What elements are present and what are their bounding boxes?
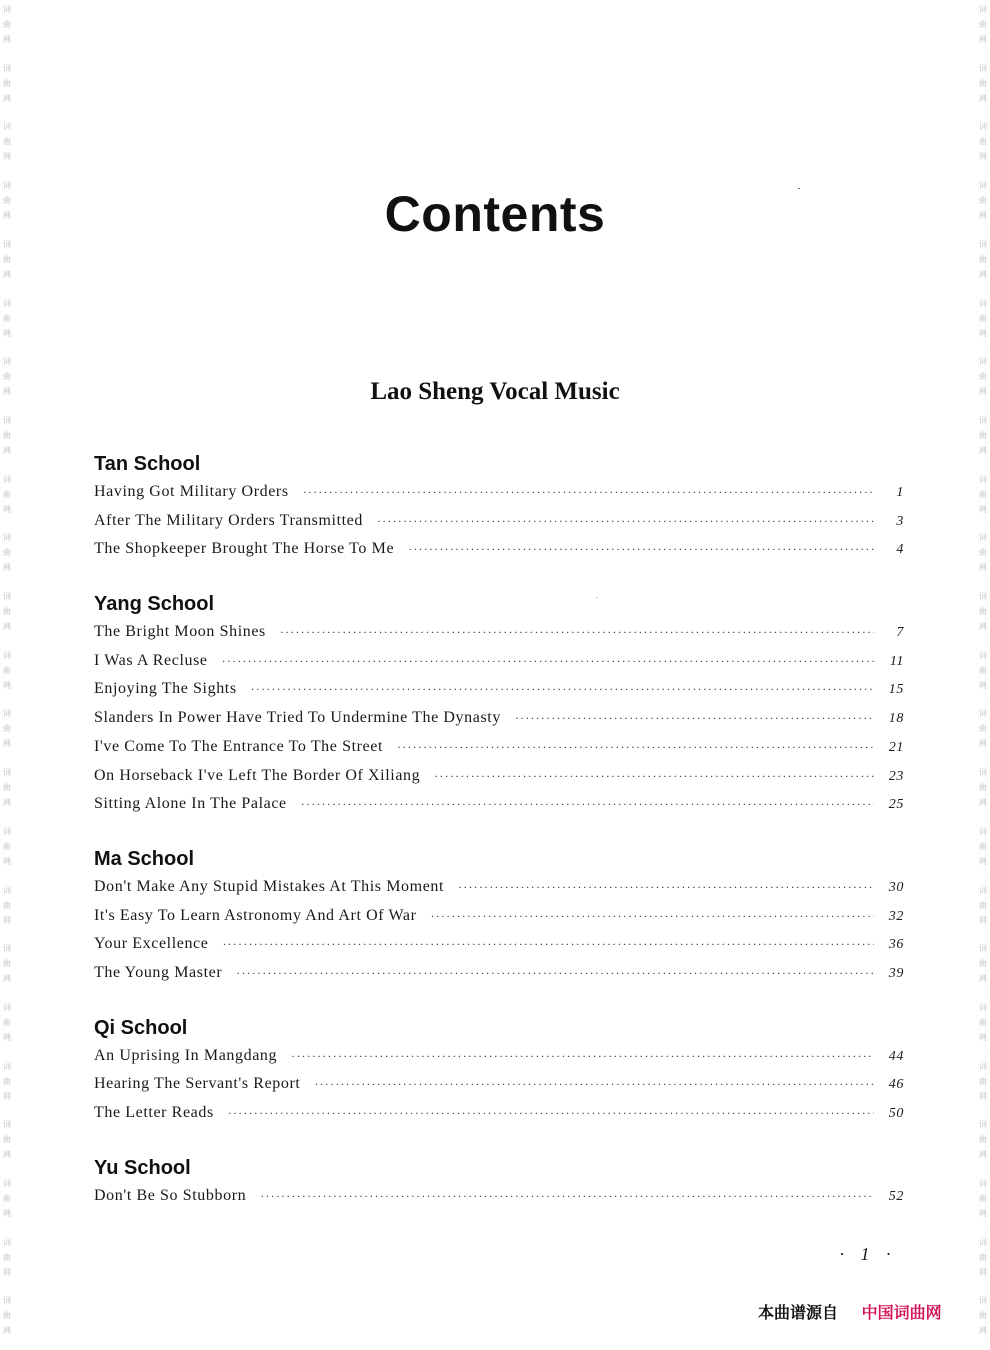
watermark-char: 曲 [3, 430, 11, 440]
watermark-char: 网 [3, 1150, 11, 1160]
toc-entry[interactable] [94, 507, 904, 536]
watermark-char: 网 [3, 739, 11, 749]
entry-page-number: 11 [889, 653, 904, 669]
toc-entry[interactable] [94, 733, 904, 762]
watermark-group [3, 294, 11, 353]
watermark-char: 网 [979, 1209, 987, 1219]
watermark-char: 词 [3, 533, 11, 543]
entry-title: Enjoying The Sights [94, 680, 237, 698]
watermark-char: 网 [3, 974, 11, 984]
watermark-char: 词 [979, 1120, 987, 1130]
watermark-char: 词 [3, 1002, 11, 1012]
watermark-char: 曲 [979, 1311, 987, 1321]
entry-page-number: 36 [888, 937, 904, 953]
watermark-char: 曲 [3, 900, 11, 910]
watermark-char: 网 [979, 1091, 987, 1101]
entry-title: Having Got Military Orders [94, 483, 289, 500]
dot-leader [397, 733, 874, 762]
watermark-group [3, 470, 11, 529]
watermark-char: 词 [979, 357, 987, 367]
watermark-char: 曲 [979, 1135, 987, 1145]
page-title: Contents [384, 186, 606, 242]
watermark-group [979, 1174, 987, 1233]
school-section [94, 845, 904, 988]
watermark-char: 曲 [979, 1252, 987, 1262]
scan-speck [798, 188, 800, 189]
watermark-group [979, 1115, 987, 1174]
watermark-char: 网 [3, 504, 11, 514]
watermark-char: 网 [3, 1267, 11, 1277]
dot-leader [431, 902, 874, 931]
watermark-char: 网 [3, 387, 11, 397]
watermark-char: 曲 [979, 783, 987, 793]
watermark-char: 曲 [3, 1252, 11, 1262]
toc-entry[interactable] [94, 647, 904, 676]
watermark-char: 网 [979, 328, 987, 338]
watermark-char: 曲 [3, 841, 11, 851]
watermark-group [3, 1233, 11, 1292]
watermark-group [3, 646, 11, 705]
watermark-group [979, 998, 987, 1057]
school-heading: Yang School [94, 593, 215, 616]
watermark-char: 曲 [3, 20, 11, 29]
watermark-char: 词 [979, 826, 987, 836]
watermark-char: 词 [3, 709, 11, 719]
scan-speck [596, 597, 598, 598]
watermark-group [3, 587, 11, 646]
school-section [94, 1014, 904, 1128]
school-heading: Qi School [94, 1016, 188, 1039]
watermark-char: 词 [3, 885, 11, 895]
entry-title: The Letter Reads [94, 1104, 214, 1121]
dot-leader [377, 507, 874, 536]
dot-leader [260, 1182, 874, 1211]
entry-page-number: 7 [896, 625, 904, 641]
toc-entry[interactable] [94, 675, 904, 704]
entry-page-number: 1 [896, 485, 904, 500]
toc-entry[interactable] [94, 902, 904, 931]
entry-page-number: 50 [888, 1106, 904, 1121]
watermark-char: 词 [979, 63, 987, 73]
watermark-char: 词 [979, 181, 987, 191]
watermark-char: 词 [3, 298, 11, 308]
watermark-char: 网 [979, 35, 987, 44]
watermark-char: 曲 [3, 489, 11, 499]
watermark-char: 曲 [3, 1135, 11, 1145]
entry-title: Your Excellence [94, 935, 209, 953]
watermark-group [979, 59, 987, 118]
toc-entry[interactable] [94, 618, 904, 647]
watermark-char: 词 [3, 181, 11, 191]
dot-leader [222, 647, 874, 676]
watermark-char: 曲 [979, 900, 987, 910]
watermark-char: 网 [979, 974, 987, 984]
watermark-char: 网 [979, 915, 987, 925]
entry-title: Don't Be So Stubborn [94, 1186, 247, 1204]
watermark-group [979, 1291, 987, 1350]
watermark-char: 曲 [979, 313, 987, 323]
watermark-char: 曲 [979, 959, 987, 969]
watermark-char: 词 [3, 1179, 11, 1189]
entry-page-number: 25 [888, 797, 904, 813]
toc-entry[interactable] [94, 535, 904, 564]
watermark-char: 网 [979, 445, 987, 455]
watermark-group [3, 117, 11, 176]
watermark-char: 词 [3, 768, 11, 778]
watermark-char: 网 [3, 152, 11, 162]
watermark-char: 网 [979, 387, 987, 397]
dot-leader [222, 930, 874, 959]
watermark-char: 曲 [979, 489, 987, 499]
watermark-char: 网 [3, 211, 11, 221]
watermark-group [979, 763, 987, 822]
toc-entry[interactable] [94, 478, 904, 507]
watermark-char: 曲 [979, 548, 987, 558]
watermark-char: 网 [979, 1032, 987, 1042]
watermark-group [979, 1233, 987, 1292]
section-subtitle: Lao Sheng Vocal Music [370, 378, 620, 405]
dot-leader [236, 959, 874, 988]
watermark-char: 词 [979, 122, 987, 132]
watermark-char: 曲 [3, 313, 11, 323]
table-of-contents [94, 450, 904, 1236]
watermark-char: 曲 [979, 196, 987, 206]
watermark-group [979, 411, 987, 470]
toc-entry[interactable] [94, 1070, 904, 1099]
watermark-group [3, 822, 11, 881]
watermark-char: 网 [3, 622, 11, 632]
entry-page-number: 46 [888, 1077, 904, 1093]
watermark-char: 网 [979, 680, 987, 690]
watermark-char: 词 [979, 533, 987, 543]
toc-entry[interactable] [94, 790, 904, 819]
watermark-char: 词 [979, 5, 987, 14]
watermark-char: 曲 [3, 1076, 11, 1086]
watermark-group [979, 822, 987, 881]
watermark-group [979, 470, 987, 529]
watermark-char: 网 [979, 798, 987, 808]
watermark-char: 曲 [979, 724, 987, 734]
source-label: 本曲谱源自 [758, 1303, 839, 1322]
watermark-group [979, 1057, 987, 1116]
watermark-char: 网 [3, 445, 11, 455]
dot-leader [408, 535, 874, 564]
watermark-char: 网 [3, 35, 11, 44]
watermark-char: 曲 [979, 1017, 987, 1027]
watermark-char: 网 [3, 328, 11, 338]
watermark-char: 网 [979, 622, 987, 632]
watermark-char: 词 [3, 592, 11, 602]
watermark-char: 网 [979, 93, 987, 103]
watermark-char: 曲 [3, 959, 11, 969]
watermark-char: 曲 [3, 196, 11, 206]
entry-title: After The Military Orders Transmitted [94, 511, 363, 529]
entry-page-number: 4 [896, 542, 904, 558]
toc-entry[interactable] [94, 1042, 904, 1071]
toc-entry[interactable] [94, 873, 904, 902]
watermark-char: 网 [979, 856, 987, 866]
dot-leader [434, 762, 874, 791]
watermark-char: 词 [3, 415, 11, 425]
watermark-group [979, 881, 987, 940]
toc-entry[interactable] [94, 1099, 904, 1128]
watermark-char: 曲 [979, 20, 987, 29]
entry-title: An Uprising In Mangdang [94, 1046, 278, 1064]
dot-leader [458, 873, 874, 902]
watermark-char: 词 [979, 298, 987, 308]
watermark-char: 词 [3, 357, 11, 367]
watermark-char: 网 [979, 1150, 987, 1160]
watermark-char: 词 [3, 5, 11, 14]
watermark-group [979, 117, 987, 176]
watermark-group [979, 704, 987, 763]
watermark-char: 网 [979, 563, 987, 573]
watermark-char: 曲 [3, 548, 11, 558]
watermark-char: 网 [979, 211, 987, 221]
entry-page-number: 32 [888, 908, 904, 924]
watermark-group [3, 1174, 11, 1233]
school-heading: Yu School [94, 1156, 191, 1179]
watermark-char: 词 [979, 885, 987, 895]
watermark-group [979, 587, 987, 646]
school-heading: Tan School [94, 453, 201, 475]
entry-page-number: 18 [888, 711, 904, 727]
dot-leader [251, 675, 874, 704]
watermark-char: 词 [3, 1120, 11, 1130]
watermark-char: 曲 [3, 1017, 11, 1027]
watermark-char: 词 [979, 1061, 987, 1071]
watermark-char: 网 [3, 680, 11, 690]
entry-page-number: 15 [888, 682, 904, 698]
watermark-char: 词 [3, 239, 11, 249]
dot-leader [303, 478, 874, 507]
entry-page-number: 44 [888, 1048, 904, 1064]
watermark-char: 曲 [979, 607, 987, 617]
toc-entry[interactable] [94, 704, 904, 733]
source-credit [758, 1300, 942, 1323]
watermark-char: 词 [3, 1296, 11, 1306]
watermark-char: 词 [979, 768, 987, 778]
dot-leader [228, 1099, 874, 1128]
watermark-char: 曲 [3, 724, 11, 734]
watermark-group [3, 939, 11, 998]
dot-leader [280, 618, 874, 647]
watermark-char: 网 [979, 269, 987, 279]
school-heading: Ma School [94, 847, 195, 870]
entry-title: On Horseback I've Left The Border Of Xiliang [94, 766, 421, 784]
watermark-char: 词 [3, 1061, 11, 1071]
watermark-char: 网 [3, 856, 11, 866]
entry-title: The Shopkeeper Brought The Horse To Me [94, 540, 395, 558]
watermark-char: 网 [3, 1326, 11, 1336]
watermark-group [3, 59, 11, 118]
school-section [94, 1154, 904, 1211]
watermark-group [3, 411, 11, 470]
watermark-char: 网 [3, 798, 11, 808]
watermark-group [979, 528, 987, 587]
watermark-char: 词 [979, 239, 987, 249]
watermark-char: 网 [3, 1209, 11, 1219]
watermark-char: 词 [979, 1296, 987, 1306]
watermark-char: 曲 [979, 841, 987, 851]
watermark-char: 网 [3, 93, 11, 103]
watermark-char: 词 [979, 474, 987, 484]
watermark-char: 词 [3, 474, 11, 484]
watermark-group [3, 763, 11, 822]
entry-title: Slanders In Power Have Tried To Undermine The Dynasty [94, 709, 501, 727]
watermark-char: 网 [3, 915, 11, 925]
watermark-char: 词 [3, 650, 11, 660]
watermark-char: 网 [979, 1326, 987, 1336]
watermark-char: 网 [3, 1091, 11, 1101]
watermark-char: 词 [3, 122, 11, 132]
watermark-char: 网 [3, 269, 11, 279]
watermark-char: 曲 [3, 783, 11, 793]
watermark-group [3, 881, 11, 940]
entry-title: Sitting Alone In The Palace [94, 795, 287, 813]
watermark-group [979, 294, 987, 353]
watermark-char: 词 [979, 415, 987, 425]
watermark-char: 词 [3, 63, 11, 73]
watermark-char: 曲 [3, 665, 11, 675]
watermark-char: 词 [979, 1179, 987, 1189]
watermark-group [3, 998, 11, 1057]
dot-leader [291, 1042, 874, 1071]
school-section [94, 450, 904, 564]
entry-title: Hearing The Servant's Report [94, 1075, 301, 1093]
school-section [94, 590, 904, 819]
watermark-group [3, 235, 11, 294]
source-site-link[interactable]: 中国词曲网 [861, 1303, 942, 1322]
entry-page-number: 23 [888, 768, 904, 784]
watermark-group [3, 1115, 11, 1174]
toc-entry[interactable] [94, 1182, 904, 1211]
watermark-char: 曲 [979, 1076, 987, 1086]
watermark-char: 曲 [3, 254, 11, 264]
entry-page-number: 39 [888, 965, 904, 981]
watermark-group [979, 939, 987, 998]
entry-title: The Young Master [94, 963, 223, 981]
watermark-char: 曲 [3, 1311, 11, 1321]
watermark-char: 曲 [979, 137, 987, 147]
watermark-char: 词 [979, 944, 987, 954]
watermark-char: 曲 [979, 1194, 987, 1204]
watermark-char: 词 [3, 1237, 11, 1247]
dot-leader [515, 704, 874, 733]
watermark-char: 词 [979, 650, 987, 660]
watermark-char: 词 [979, 1002, 987, 1012]
entry-title: The Bright Moon Shines [94, 623, 266, 641]
watermark-char: 曲 [979, 430, 987, 440]
watermark-char: 网 [979, 504, 987, 514]
entry-title: It's Easy To Learn Astronomy And Art Of War [94, 906, 417, 924]
watermark-group [979, 646, 987, 705]
watermark-char: 曲 [979, 254, 987, 264]
entry-title: I Was A Recluse [94, 651, 208, 669]
entry-page-number: 30 [888, 879, 904, 895]
dot-leader [301, 790, 874, 819]
watermark-char: 曲 [979, 78, 987, 88]
watermark-char: 曲 [979, 665, 987, 675]
toc-entry[interactable] [94, 762, 904, 791]
watermark-group [3, 1291, 11, 1350]
watermark-char: 词 [979, 1237, 987, 1247]
entry-page-number: 21 [888, 739, 904, 755]
watermark-char: 网 [979, 739, 987, 749]
watermark-group [3, 704, 11, 763]
entry-title: Don't Make Any Stupid Mistakes At This Moment [94, 877, 445, 895]
watermark-group [979, 0, 987, 59]
toc-entry[interactable] [94, 959, 904, 988]
watermark-char: 曲 [979, 372, 987, 382]
watermark-char: 词 [979, 592, 987, 602]
dot-leader [314, 1070, 874, 1099]
watermark-char: 曲 [3, 1194, 11, 1204]
watermark-char: 网 [979, 152, 987, 162]
watermark-char: 曲 [3, 607, 11, 617]
entry-page-number: 3 [896, 513, 904, 529]
watermark-char: 网 [979, 1267, 987, 1277]
watermark-group [979, 235, 987, 294]
watermark-char: 曲 [3, 78, 11, 88]
toc-entry[interactable] [94, 930, 904, 959]
entry-title: I've Come To The Entrance To The Street [94, 737, 384, 755]
watermark-group [3, 0, 11, 59]
watermark-char: 曲 [3, 137, 11, 147]
watermark-char: 曲 [3, 372, 11, 382]
watermark-char: 网 [3, 1032, 11, 1042]
entry-page-number: 52 [888, 1188, 904, 1204]
watermark-char: 词 [979, 709, 987, 719]
page-number: · 1 · [839, 1244, 897, 1264]
watermark-char: 词 [3, 826, 11, 836]
watermark-group [3, 1057, 11, 1116]
watermark-group [3, 528, 11, 587]
watermark-char: 网 [3, 563, 11, 573]
watermark-char: 词 [3, 944, 11, 954]
